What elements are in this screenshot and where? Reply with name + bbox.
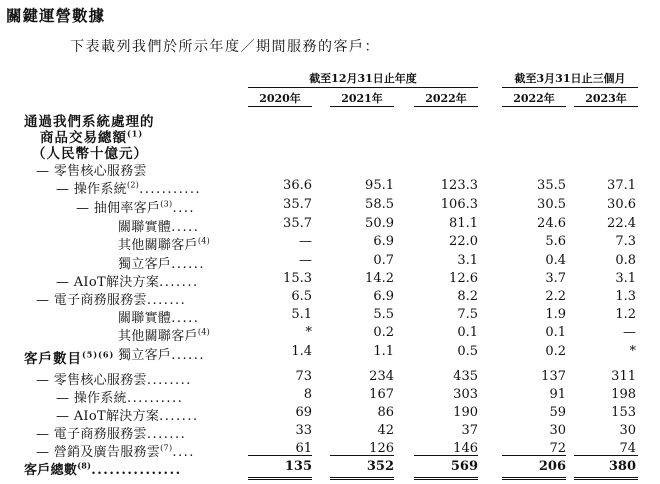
group-header-annual: 截至12月31日止年度 <box>309 72 417 85</box>
cell-value: 1.4 <box>291 344 312 359</box>
row-label: — 電子商務服務雲....... <box>36 427 187 442</box>
cell-value: 15.3 <box>283 271 312 286</box>
cell-value: 1.2 <box>615 307 636 322</box>
total-double-rule <box>330 477 394 480</box>
cell-value: 35.7 <box>283 216 312 231</box>
row-label: — AIoT解決方案....... <box>56 409 199 424</box>
cell-value: 0.7 <box>373 253 394 268</box>
table-row <box>0 160 660 179</box>
cell-value: — <box>299 253 312 268</box>
table-row <box>0 423 660 442</box>
cell-value: 0.8 <box>615 253 636 268</box>
cell-value: 435 <box>453 369 478 384</box>
cell-value: 303 <box>453 387 478 402</box>
row-label: 獨立客戶...... <box>118 257 205 272</box>
cell-value: 0.4 <box>545 253 566 268</box>
row-label: — 零售核心服務雲........ <box>36 373 192 388</box>
cell-value: 73 <box>295 369 312 384</box>
intro-text: 下表載列我們於所示年度／期間服務的客戶： <box>70 39 380 55</box>
table-row <box>0 369 660 388</box>
row-label: 客戶總數$^{(8)}$............... <box>24 460 182 478</box>
table-row <box>0 216 660 235</box>
table-row <box>0 178 660 197</box>
row-label: — 操作系統.......... <box>56 391 184 406</box>
column-header: 2022年 <box>425 92 467 105</box>
total-double-rule <box>414 477 478 480</box>
column-rule <box>502 106 566 107</box>
cell-value: 7.3 <box>615 234 636 249</box>
total-row <box>0 459 660 478</box>
cell-value: — <box>623 325 636 340</box>
cell-value: 3.1 <box>457 253 478 268</box>
cell-value: 5.1 <box>291 307 312 322</box>
cell-value: 198 <box>611 387 636 402</box>
cell-value: 190 <box>453 405 478 420</box>
cell-value: 30.6 <box>607 197 636 212</box>
row-label: — 抽佣率客戶$^{(3)}$.... <box>76 199 195 216</box>
cell-value: 24.6 <box>537 216 566 231</box>
cell-value: 146 <box>453 441 478 456</box>
cell-value: 6.5 <box>291 289 312 304</box>
table-row <box>0 289 660 308</box>
cell-value: 35.5 <box>537 178 566 193</box>
row-label: 獨立客戶...... <box>118 348 205 363</box>
cell-value: 8 <box>303 387 312 402</box>
cell-value: 58.5 <box>365 197 394 212</box>
group-header-quarter: 截至3月31日止三個月 <box>514 72 626 85</box>
cell-value: 61 <box>295 441 312 456</box>
table-row <box>0 234 660 253</box>
cell-value: 7.5 <box>457 307 478 322</box>
cell-value: 30 <box>549 423 566 438</box>
cell-value: 50.9 <box>365 216 394 231</box>
cell-value: 123.3 <box>440 178 478 193</box>
cell-value: 167 <box>369 387 394 402</box>
cell-value: 0.2 <box>373 325 394 340</box>
cell-value: 137 <box>541 369 566 384</box>
total-rule <box>414 455 478 456</box>
cell-value: 234 <box>369 369 394 384</box>
cell-value: 1.9 <box>545 307 566 322</box>
cell-value: 14.2 <box>365 271 394 286</box>
cell-value: 91 <box>549 387 566 402</box>
row-label: 其他關聯客戶$^{(4)}$ <box>118 236 211 253</box>
cell-value: 86 <box>377 405 394 420</box>
cell-value: 0.5 <box>457 344 478 359</box>
table-row <box>0 271 660 290</box>
cell-value: 135 <box>284 459 312 474</box>
cell-value: 380 <box>608 459 636 474</box>
column-header: 2021年 <box>341 92 383 105</box>
cell-value: 5.6 <box>545 234 566 249</box>
cell-value: 0.1 <box>545 325 566 340</box>
column-rule <box>248 106 312 107</box>
row-label: 關聯實體..... <box>118 220 200 235</box>
column-rule <box>414 106 478 107</box>
column-rule <box>330 106 394 107</box>
table-row <box>0 387 660 406</box>
cell-value: 2.2 <box>545 289 566 304</box>
total-double-rule <box>502 477 566 480</box>
cell-value: — <box>299 234 312 249</box>
cell-value: 74 <box>619 441 636 456</box>
column-header: 2023年 <box>585 92 627 105</box>
row-label: — 操作系統$^{(2)}$........... <box>56 180 202 197</box>
cell-value: 153 <box>611 405 636 420</box>
cell-value: 0.2 <box>545 344 566 359</box>
cell-value: 30.5 <box>537 197 566 212</box>
table-row <box>0 253 660 272</box>
total-double-rule <box>574 477 638 480</box>
page-title: 關鍵運營數據 <box>6 6 106 25</box>
total-rule <box>502 455 566 456</box>
section-title-customers: 客戶數目$^{(5)(6)}$ <box>24 349 115 367</box>
cell-value: 95.1 <box>365 178 394 193</box>
total-rule <box>248 455 312 456</box>
cell-value: 72 <box>549 441 566 456</box>
column-rule <box>574 106 638 107</box>
column-header: 2022年 <box>513 92 555 105</box>
cell-value: 6.9 <box>373 234 394 249</box>
cell-value: 3.7 <box>545 271 566 286</box>
cell-value: 1.1 <box>373 344 394 359</box>
table-row <box>0 441 660 460</box>
row-label: — 零售核心服務雲 <box>36 164 147 179</box>
cell-value: 36.6 <box>283 178 312 193</box>
cell-value: * <box>305 325 312 340</box>
cell-value: 5.5 <box>373 307 394 322</box>
column-header: 2020年 <box>259 92 301 105</box>
cell-value: 33 <box>295 423 312 438</box>
cell-value: 3.1 <box>615 271 636 286</box>
table-row <box>0 307 660 326</box>
cell-value: 8.2 <box>457 289 478 304</box>
cell-value: 81.1 <box>449 216 478 231</box>
cell-value: 126 <box>369 441 394 456</box>
cell-value: 37 <box>461 423 478 438</box>
table-row <box>0 325 660 344</box>
cell-value: 352 <box>366 459 394 474</box>
row-label: 其他關聯客戶$^{(4)}$ <box>118 327 211 344</box>
cell-value: 106.3 <box>440 197 478 212</box>
cell-value: 42 <box>377 423 394 438</box>
cell-value: * <box>629 344 636 359</box>
cell-value: 35.7 <box>283 197 312 212</box>
cell-value: 22.4 <box>607 216 636 231</box>
cell-value: 30 <box>619 423 636 438</box>
cell-value: 311 <box>611 369 636 384</box>
table-row <box>0 405 660 424</box>
group-rule-quarter <box>502 87 638 88</box>
cell-value: 569 <box>450 459 478 474</box>
row-label: — AIoT解決方案....... <box>56 275 199 290</box>
section-title-gmv-line2: 商品交易總額$^{(1)}$ <box>40 128 144 146</box>
table-row <box>0 197 660 216</box>
cell-value: 69 <box>295 405 312 420</box>
cell-value: 22.0 <box>449 234 478 249</box>
row-label: — 電子商務服務雲....... <box>36 293 187 308</box>
cell-value: 37.1 <box>607 178 636 193</box>
cell-value: 6.9 <box>373 289 394 304</box>
row-label: 關聯實體..... <box>118 311 200 326</box>
group-rule-annual <box>248 87 478 88</box>
total-rule <box>574 455 638 456</box>
cell-value: 0.1 <box>457 325 478 340</box>
section-title-gmv-line1: 通過我們系統處理的 <box>24 114 155 130</box>
total-double-rule <box>248 477 312 480</box>
row-label: — 營銷及廣告服務雲$^{(7)}$.... <box>36 443 195 460</box>
total-rule <box>330 455 394 456</box>
cell-value: 206 <box>538 459 566 474</box>
cell-value: 12.6 <box>449 271 478 286</box>
cell-value: 59 <box>549 405 566 420</box>
section-title-gmv-line3: （人民幣十億元） <box>32 146 148 162</box>
cell-value: 1.3 <box>615 289 636 304</box>
